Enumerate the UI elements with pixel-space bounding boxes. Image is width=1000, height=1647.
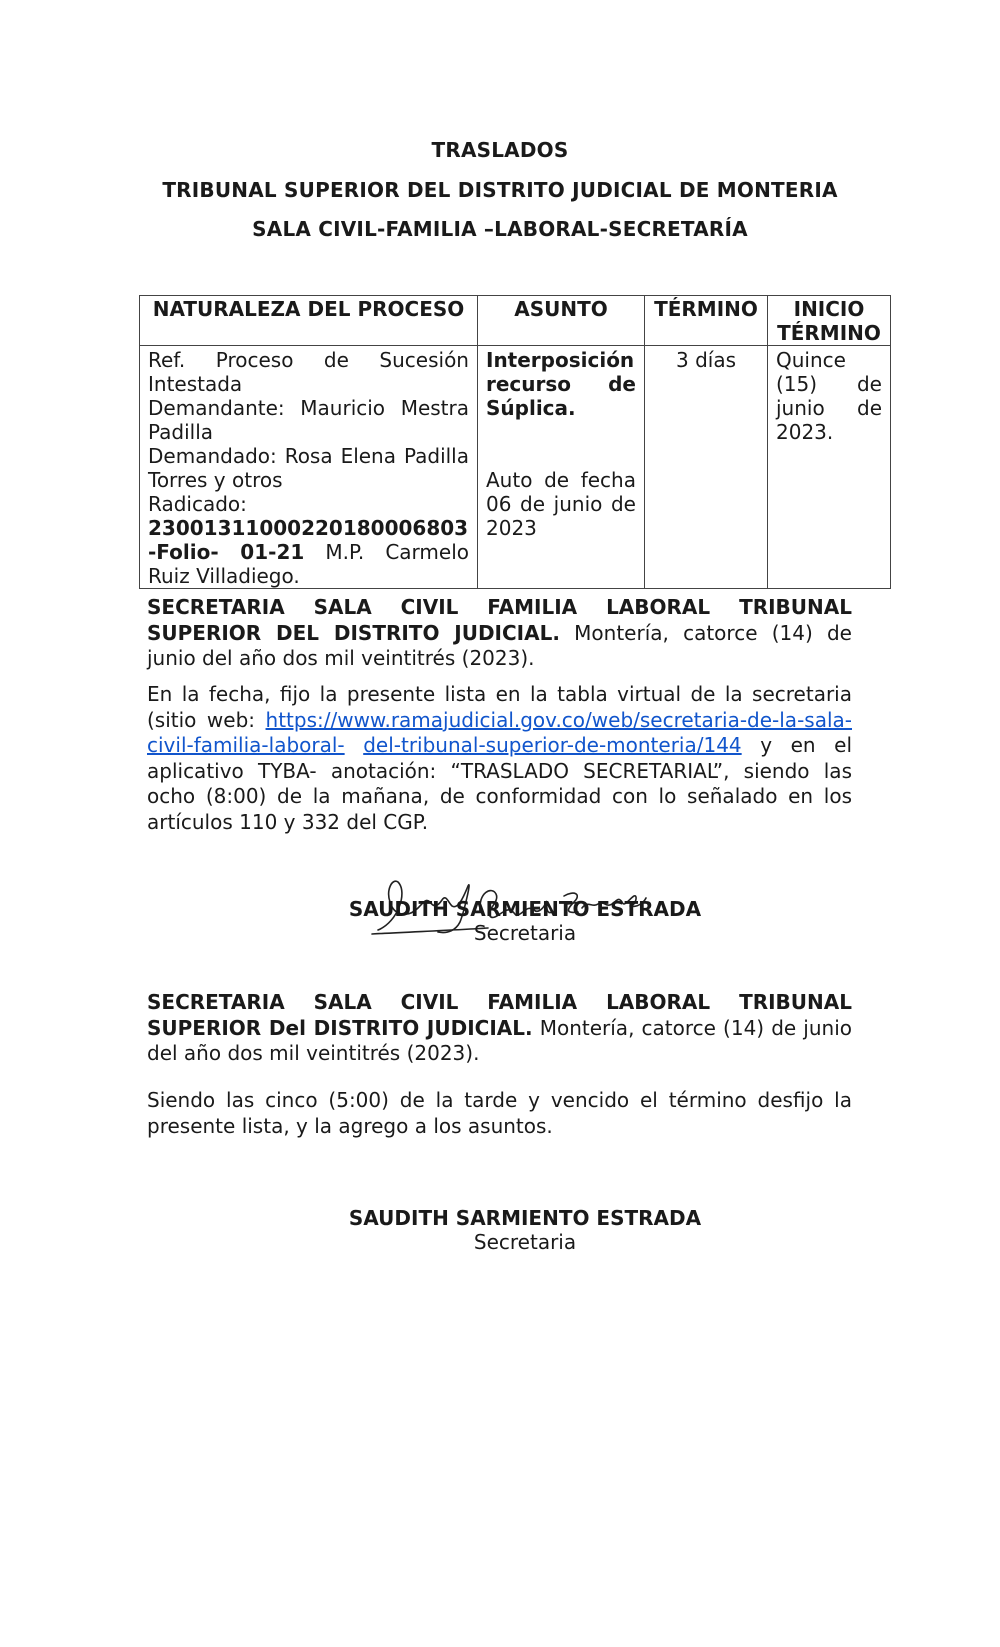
fijacion-body-start: En la fecha, fijo la presente lista en la tabla virtual de la secretaria (sitio web: (147, 682, 852, 732)
court-name: TRIBUNAL SUPERIOR DEL DISTRITO JUDICIAL DE MONTERIA (162, 178, 838, 202)
cell-asunto (478, 346, 645, 589)
defendant: Demandado: Rosa Elena Padilla Torres y otros (148, 444, 469, 492)
column-header-naturaleza: NATURALEZA DEL PROCESO (140, 296, 478, 346)
cell-naturaleza (140, 346, 478, 589)
radicado-number: 23001311000220180006803 -Folio- 01-21 (148, 516, 469, 564)
magistrate: M.P. Carmelo Ruiz Villadiego. (148, 540, 469, 588)
cell-inicio-termino: Quince (15) de junio de 2023. (768, 346, 891, 589)
process-table (139, 295, 891, 589)
desfijacion-heading: SECRETARIA SALA CIVIL FAMILIA LABORAL TRIBUNAL SUPERIOR Del DISTRITO JUDICIAL. (147, 990, 852, 1040)
plaintiff: Demandante: Mauricio Mestra Padilla (148, 396, 469, 444)
signatory-role: Secretaria (473, 921, 577, 945)
desfijacion-body: Siendo las cinco (5:00) de la tarde y vencido el término desfijo la presente lista, y la agrego a los asuntos. (147, 1088, 852, 1138)
fijacion-body (147, 682, 852, 835)
cell-termino: 3 días (645, 346, 768, 589)
secretaria-website-link-part2[interactable]: del-tribunal-superior-de-monteria/144 (363, 733, 742, 757)
table-row (140, 346, 891, 589)
secretaria-website-link-part1[interactable]: https://www.ramajudicial.gov.co/web/secretaria-de-la-sala-civil-familia-laboral- (147, 707, 852, 757)
column-header-inicio-termino: INICIO TÉRMINO (768, 296, 891, 346)
signatory-name: SAUDITH SARMIENTO ESTRADA (348, 897, 702, 921)
fijacion-heading: SECRETARIA SALA CIVIL FAMILIA LABORAL TRIBUNAL SUPERIOR DEL DISTRITO JUDICIAL. (147, 595, 852, 645)
desfijacion-date: Montería, catorce (14) de junio del año dos mil veintitrés (2023). (147, 1015, 853, 1065)
column-header-asunto: ASUNTO (478, 296, 645, 346)
desfijacion-paragraph (147, 990, 852, 1067)
chamber-name: SALA CIVIL-FAMILIA –LABORAL-SECRETARÍA (252, 217, 748, 241)
fijacion-paragraph (147, 595, 852, 672)
column-header-termino: TÉRMINO (645, 296, 768, 346)
document-title: TRASLADOS (431, 138, 569, 162)
asunto-title: Interposición recurso de Súplica. (486, 348, 636, 420)
radicado-label: Radicado: (148, 492, 247, 516)
signatory-name-2: SAUDITH SARMIENTO ESTRADA (348, 1206, 702, 1230)
fijacion-date: Montería, catorce (14) de junio del año dos mil veintitrés (2023). (147, 620, 852, 670)
fijacion-body-end: y en el aplicativo TYBA- anotación: “TRASLADO SECRETARIAL”, siendo las ocho (8:00) de la mañana, de conformidad con lo señalado en los artículos 110 y 332 del CGP. (147, 733, 853, 834)
auto-date: Auto de fecha 06 de junio de 2023 (486, 468, 636, 540)
table-header-row (140, 296, 891, 346)
process-reference: Ref. Proceso de Sucesión Intestada (148, 348, 469, 396)
signatory-role-2: Secretaria (473, 1230, 577, 1254)
